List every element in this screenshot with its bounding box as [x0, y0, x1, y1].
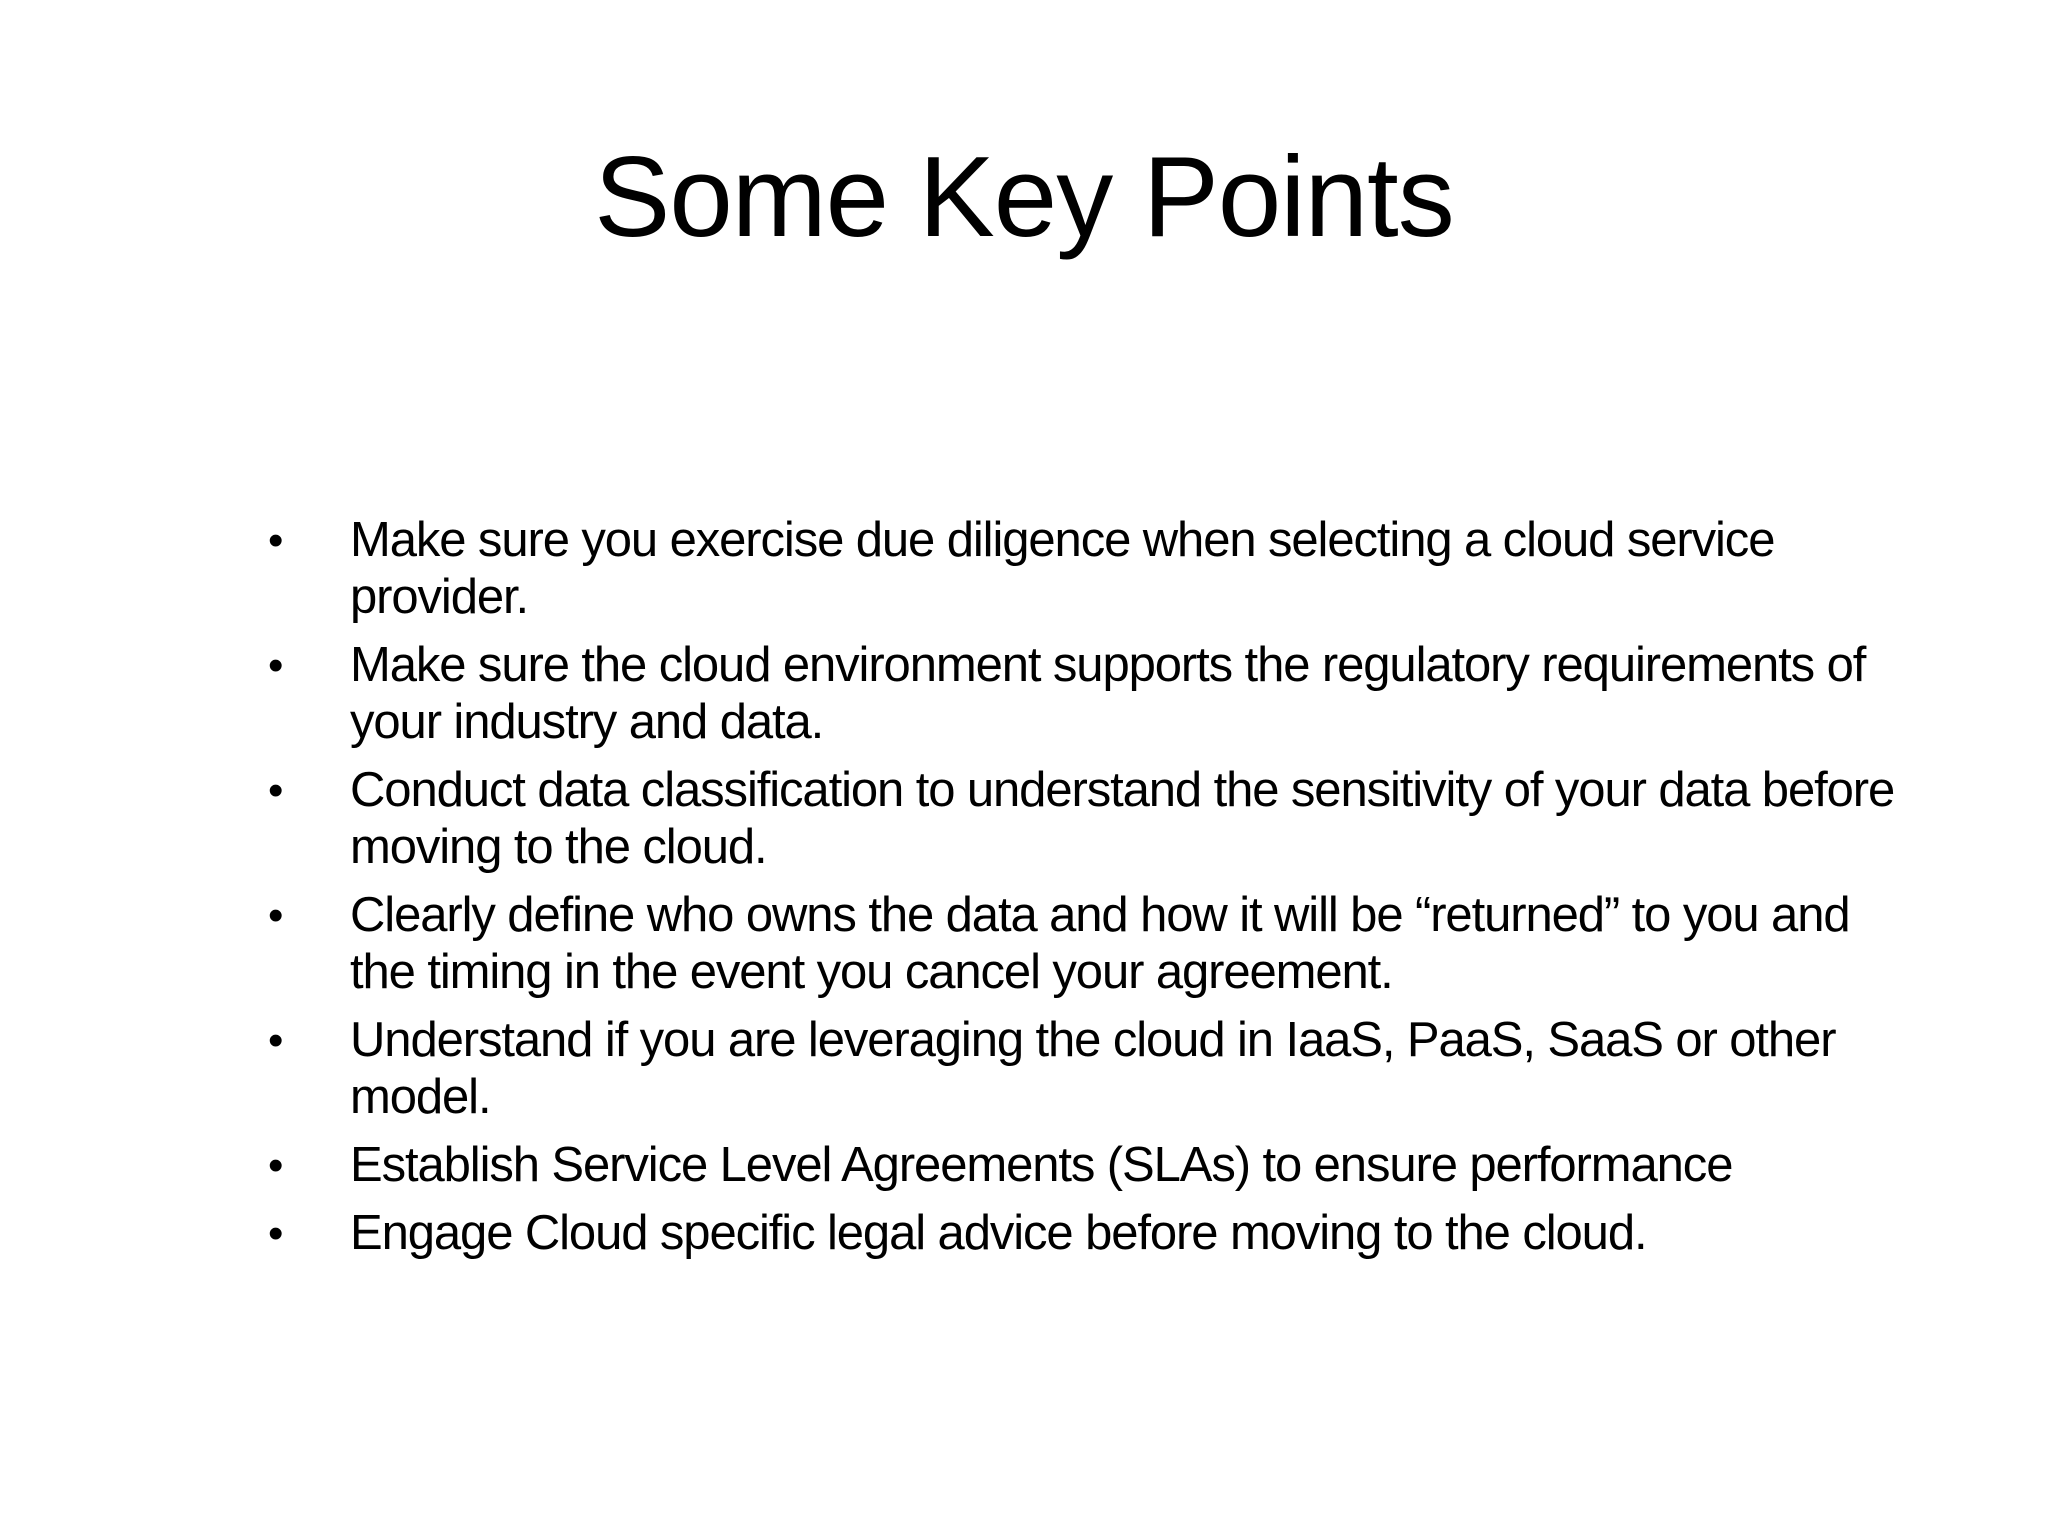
list-item-regulatory — [268, 637, 1908, 751]
list-item-text: Conduct data classification to understand the sensitivity of your data before moving to the cloud. — [350, 763, 1895, 874]
list-item-legal-advice — [268, 1205, 1908, 1262]
bullet-icon: • — [268, 516, 283, 565]
list-item-text: Make sure you exercise due diligence when selecting a cloud service provider. — [350, 513, 1775, 624]
list-item-text: Clearly define who owns the data and how it will be “returned” to you and the timing in the event you cancel your agreement. — [350, 888, 1850, 999]
list-item-sla — [268, 1137, 1908, 1194]
bullet-icon: • — [268, 641, 283, 690]
list-item-data-classification — [268, 762, 1908, 876]
list-item-text: Understand if you are leveraging the cloud in IaaS, PaaS, SaaS or other model. — [350, 1013, 1836, 1124]
list-item-text: Establish Service Level Agreements (SLAs) to ensure performance — [350, 1138, 1733, 1192]
bullet-icon: • — [268, 1141, 283, 1190]
bullet-icon: • — [268, 766, 283, 815]
slide-title: Some Key Points — [594, 134, 1454, 261]
list-item-service-model — [268, 1012, 1908, 1126]
list-item-due-diligence — [268, 512, 1908, 626]
list-item-text: Make sure the cloud environment supports the regulatory requirements of your industry and data. — [350, 638, 1866, 749]
list-item-text: Engage Cloud specific legal advice before moving to the cloud. — [350, 1206, 1647, 1260]
list-item-data-ownership — [268, 887, 1908, 1001]
bullet-icon: • — [268, 1209, 283, 1258]
key-points-list — [268, 512, 1908, 1273]
bullet-icon: • — [268, 1016, 283, 1065]
bullet-icon: • — [268, 891, 283, 940]
